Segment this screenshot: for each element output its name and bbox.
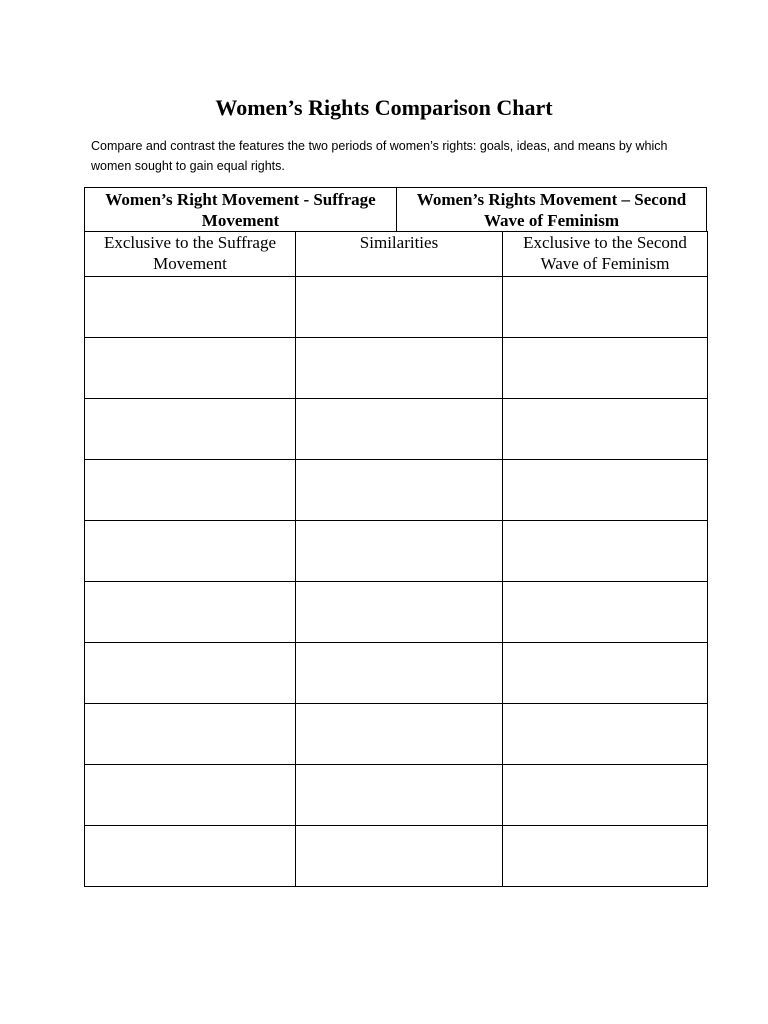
table-row — [85, 765, 708, 826]
column-header-row — [85, 232, 708, 277]
cell-similarities[interactable] — [296, 521, 503, 582]
table-row — [85, 704, 708, 765]
table-row — [85, 643, 708, 704]
cell-second-wave[interactable] — [503, 826, 708, 887]
column-header-exclusive-suffrage: Exclusive to the Suffrage Movement — [85, 232, 296, 277]
cell-suffrage[interactable] — [85, 460, 296, 521]
cell-similarities[interactable] — [296, 826, 503, 887]
cell-suffrage[interactable] — [85, 399, 296, 460]
cell-second-wave[interactable] — [503, 277, 708, 338]
cell-suffrage[interactable] — [85, 704, 296, 765]
cell-second-wave[interactable] — [503, 704, 708, 765]
table-row — [85, 826, 708, 887]
cell-similarities[interactable] — [296, 399, 503, 460]
instructions-text: Compare and contrast the features the two periods of women’s rights: goals, ideas, and means by which women sought to gain equal rights. — [91, 139, 668, 173]
cell-similarities[interactable] — [296, 582, 503, 643]
cell-suffrage[interactable] — [85, 277, 296, 338]
cell-second-wave[interactable] — [503, 643, 708, 704]
cell-similarities[interactable] — [296, 643, 503, 704]
cell-second-wave[interactable] — [503, 460, 708, 521]
cell-similarities[interactable] — [296, 704, 503, 765]
table-row — [85, 521, 708, 582]
header-second-wave-feminism: Women’s Rights Movement – Second Wave of Feminism — [416, 190, 687, 230]
table-row — [85, 399, 708, 460]
page-title: Women’s Rights Comparison Chart — [215, 95, 553, 120]
cell-second-wave[interactable] — [503, 765, 708, 826]
cell-similarities[interactable] — [296, 277, 503, 338]
cell-suffrage[interactable] — [85, 338, 296, 399]
cell-similarities[interactable] — [296, 338, 503, 399]
cell-second-wave[interactable] — [503, 521, 708, 582]
cell-suffrage[interactable] — [85, 521, 296, 582]
cell-second-wave[interactable] — [503, 399, 708, 460]
column-header-exclusive-second-wave: Exclusive to the Second Wave of Feminism — [503, 232, 708, 277]
cell-suffrage[interactable] — [85, 582, 296, 643]
cell-second-wave[interactable] — [503, 582, 708, 643]
cell-suffrage[interactable] — [85, 765, 296, 826]
comparison-table — [84, 231, 708, 887]
cell-similarities[interactable] — [296, 460, 503, 521]
header-suffrage-movement: Women’s Right Movement - Suffrage Movement — [85, 188, 397, 231]
table-row — [85, 277, 708, 338]
cell-suffrage[interactable] — [85, 826, 296, 887]
table-row — [85, 582, 708, 643]
cell-suffrage[interactable] — [85, 643, 296, 704]
table-row — [85, 460, 708, 521]
column-header-similarities: Similarities — [296, 232, 503, 277]
cell-second-wave[interactable] — [503, 338, 708, 399]
cell-similarities[interactable] — [296, 765, 503, 826]
comparison-top-header — [84, 187, 707, 232]
table-row — [85, 338, 708, 399]
